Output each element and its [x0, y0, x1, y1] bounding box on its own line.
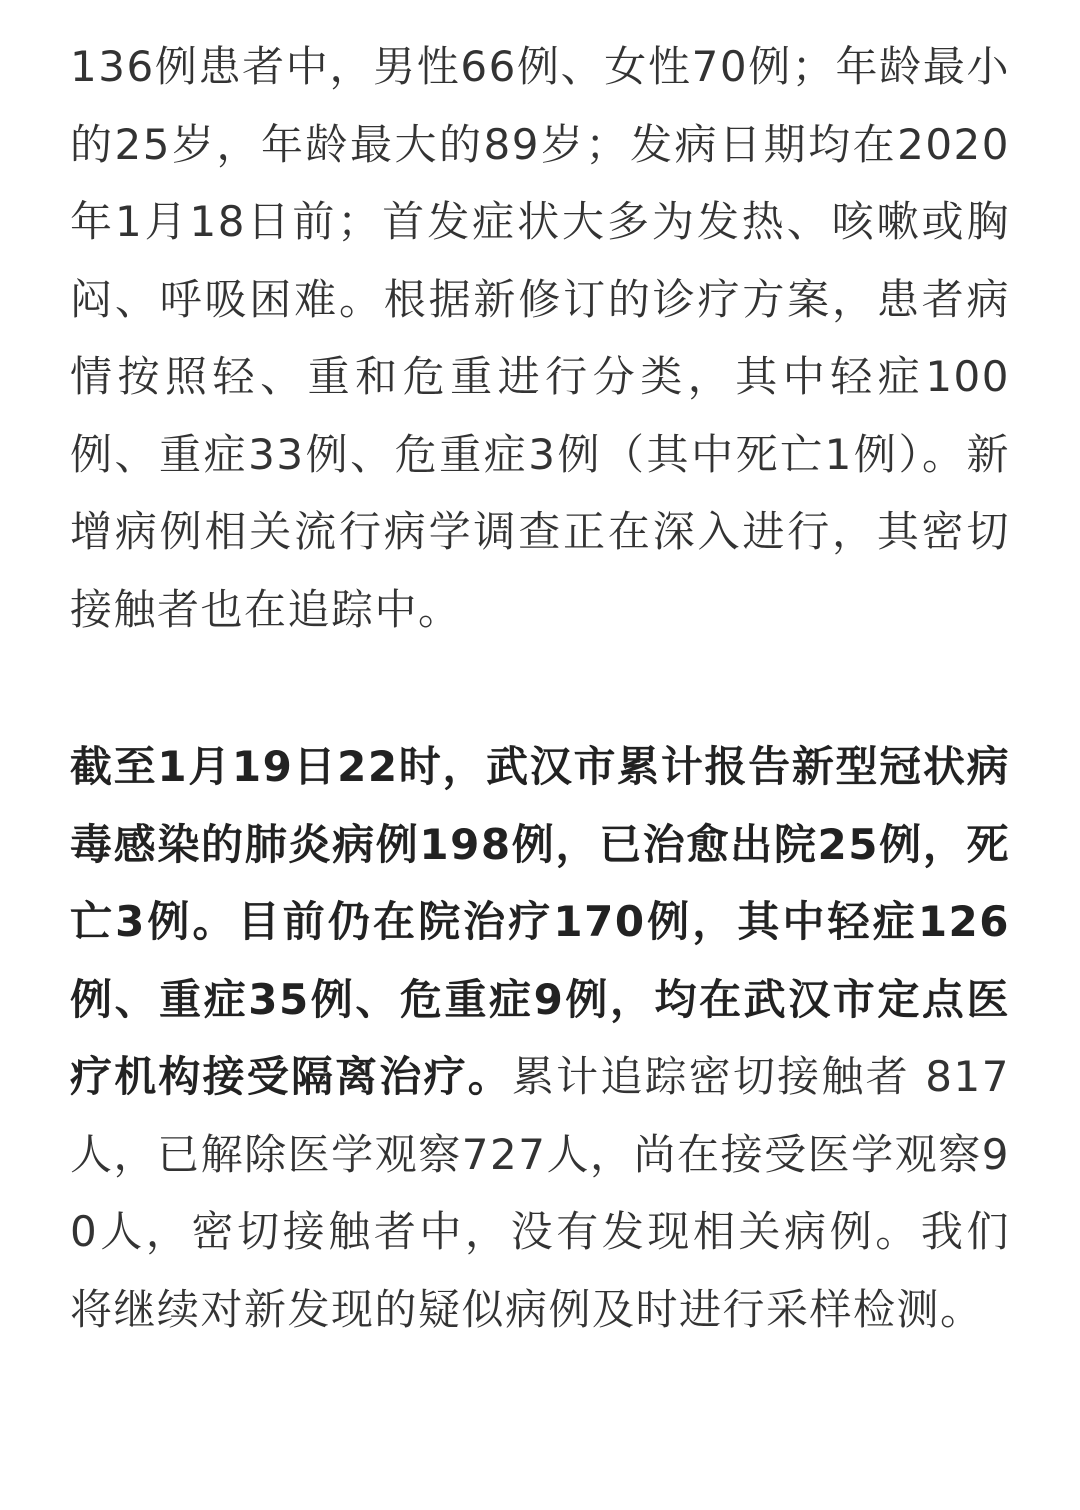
paragraph-wuhan-summary-bold: 截至1月19日22时，武汉市累计报告新型冠状病毒感染的肺炎病例198例，已治愈出院25例，死亡3例。目前仍在院治疗170例，其中轻症126例、重症35例、危重症9例，均在武汉市定点医疗机构接受隔离治疗。 — [70, 742, 1010, 1101]
paragraph-wuhan-summary — [70, 728, 1010, 1348]
paragraph-case-details: 136例患者中，男性66例、女性70例；年龄最小的25岁，年龄最大的89岁；发病日期均在2020年1月18日前；首发症状大多为发热、咳嗽或胸闷、呼吸困难。根据新修订的诊疗方案，患者病情按照轻、重和危重进行分类，其中轻症100例、重症33例、危重症3例（其中死亡1例）。新增病例相关流行病学调查正在深入进行，其密切接触者也在追踪中。 — [70, 42, 1010, 634]
paragraph-wuhan-summary-regular: 累计追踪密切接触者 817人，已解除医学观察727人，尚在接受医学观察90人，密切接触者中，没有发现相关病例。我们将继续对新发现的疑似病例及时进行采样检测。 — [70, 1052, 1010, 1334]
